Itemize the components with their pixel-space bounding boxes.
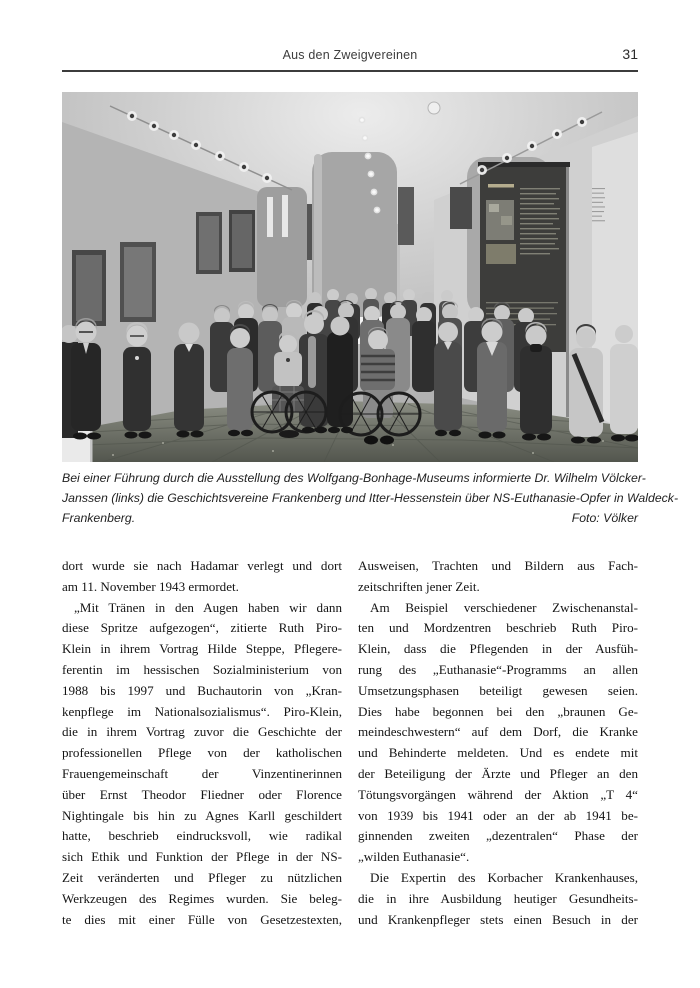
text-line: ferentin im hessischen Sozialministerium von — [62, 661, 342, 677]
text-line: meindeschwestern“ auf dem Dorf, die Kranke — [358, 724, 638, 740]
text-line: Die Expertin des Korbacher Krankenhauses, — [370, 869, 638, 885]
page-header — [62, 48, 638, 66]
text-line: „wilden Euthanasie“. — [358, 849, 470, 865]
text-line: te dies mit einer Fülle von Gesetzestexten, — [62, 911, 342, 927]
text-line: Klein, dass die Pflegenden in der Ausfüh- — [358, 641, 638, 657]
photo-caption — [62, 468, 679, 528]
text-line: sich Ethik und Funktion der Pflege in der NS- — [62, 849, 342, 865]
text-line: kenpflege im Nationalsozialismus“. Piro-Klein, — [62, 703, 342, 719]
text-line: Dies habe begonnen bei den „braunen Ge- — [358, 703, 638, 719]
group-photo-illustration — [62, 92, 638, 462]
right-column — [358, 556, 638, 930]
text-line: am 11. November 1943 ermordet. — [62, 578, 239, 594]
caption-lines — [62, 468, 679, 508]
text-line: professionellen Pflege von der katholischen — [62, 745, 342, 761]
text-line: von 1939 bis 1941 oder an der ab 1941 be- — [358, 807, 638, 823]
left-column — [62, 556, 342, 930]
text-line: über Ernst Theodor Fliedner oder Florence — [62, 786, 342, 802]
text-line: Zeit veränderten und Pfleger zu nützlichen — [62, 869, 342, 885]
text-line: Umsetzungsphasen beteiligt gewesen seien. — [358, 682, 638, 698]
text-line: Ausweisen, Trachten und Bildern aus Fach- — [358, 558, 638, 573]
text-line: Werkzeugen des Regimes wurden. Sie beleg- — [62, 890, 342, 906]
text-line: Am Beispiel verschiedener Zwischenanstal- — [370, 599, 638, 615]
photo-credit: Foto: Völker — [571, 511, 638, 525]
caption-last-line — [62, 508, 638, 528]
text-line: der Beteiligung der Ärzte und Pfleger an den — [358, 765, 638, 781]
header-rule — [62, 70, 638, 72]
caption-text: Frankenberg. — [62, 511, 136, 525]
text-line: und Behinderte meldeten. Und es endete mit — [358, 745, 638, 761]
text-line: die in ihre Ausbildung heutiger Gesundheits- — [358, 890, 638, 906]
text-line: „Mit Tränen in den Augen haben wir dann — [74, 599, 342, 615]
text-line: Klein in ihrem Vortrag Hilde Steppe, Pflegere- — [62, 641, 342, 657]
text-line: Tötungsvorgängen während der Aktion „T 4“ — [358, 786, 638, 802]
page-number: 31 — [622, 46, 638, 62]
group-photo — [62, 92, 638, 462]
text-line: ginnenden zweiten „dezentralen“ Phase der — [358, 828, 638, 844]
text-line: ten und Mordzentren beschrieb Ruth Piro- — [358, 620, 638, 636]
text-line: hatte, beschrieb eindrucksvoll, wie radikal — [62, 828, 342, 844]
text-line: zeitschriften jener Zeit. — [358, 578, 480, 594]
article-body — [62, 556, 638, 930]
text-line: die in ihrem Vortrag zuvor die Geschichte der — [62, 724, 342, 740]
text-line: diese Spritze aufgezogen“, zitierte Ruth Piro- — [62, 620, 342, 636]
text-line: Nightingale bis hin zu Agnes Karll geschildert — [62, 807, 342, 823]
text-line: rung des „Euthanasie“-Programms an allen — [358, 661, 638, 677]
section-title: Aus den Zweigvereinen — [282, 48, 418, 62]
text-line: dort wurde sie nach Hadamar verlegt und dort — [62, 558, 342, 573]
text-line: Janssen (links) die Geschichtsvereine Frankenberg und Itter-Hessenstein über NS-Euthanasie-Opfer in Waldeck- — [62, 491, 679, 505]
text-line: 1988 bis 1997 und Buchautorin von „Kran- — [62, 682, 342, 698]
text-line: Frauengemeinschaft der Vinzentinerinnen — [62, 765, 342, 781]
text-line: Bei einer Führung durch die Ausstellung des Wolfgang-Bonhage-Museums informierte Dr. Wilhelm Völcker- — [62, 471, 646, 485]
text-line: und Krankenpfleger stets einen Besuch in der — [358, 911, 638, 927]
